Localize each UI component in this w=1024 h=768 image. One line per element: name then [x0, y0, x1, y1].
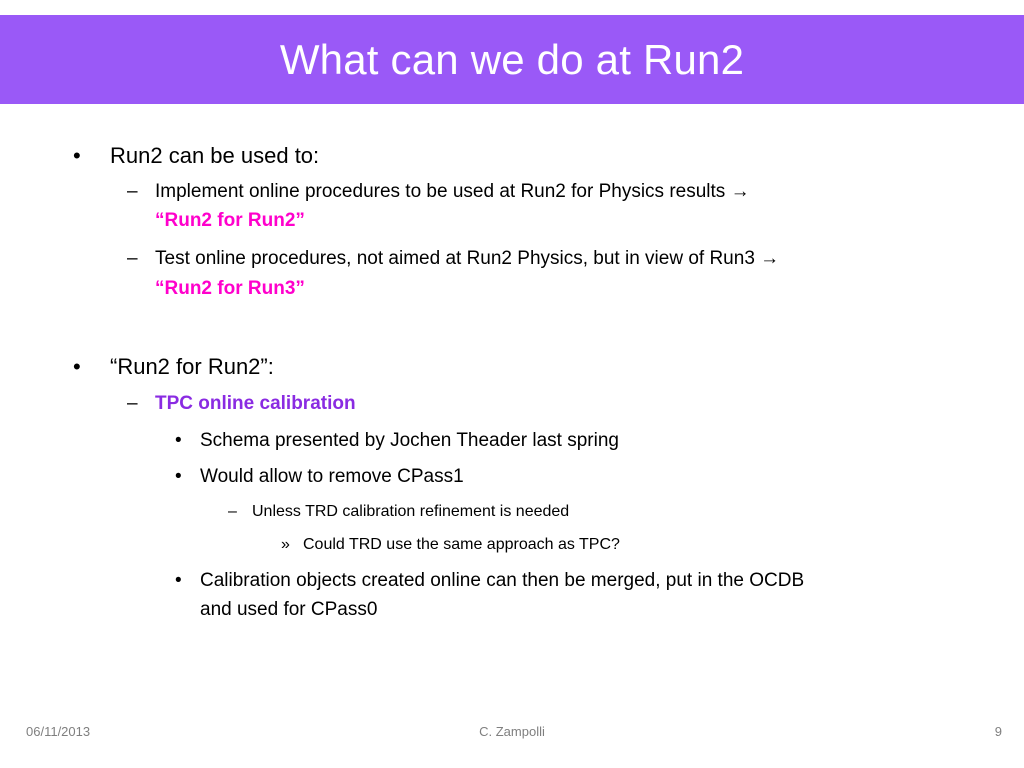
- dash-icon: –: [127, 248, 138, 269]
- arrow-right-icon: →: [730, 181, 750, 202]
- bullet-run2-for-run2: “Run2 for Run2”:: [110, 354, 274, 379]
- item-trd-approach: Could TRD use the same approach as TPC?: [303, 536, 620, 553]
- item-calibration-objects-line1: Calibration objects created online can then be merged, put in the OCDB: [200, 570, 805, 591]
- dash-icon: –: [127, 393, 138, 414]
- sub-bullet-test-text: Test online procedures, not aimed at Run2 Physics, but in view of Run3: [155, 248, 755, 269]
- footer-page-number: 9: [994, 724, 1002, 739]
- sub-bullet-implement-text: Implement online procedures to be used at Run2 for Physics results: [155, 181, 726, 202]
- item-calibration-objects-line2: and used for CPass0: [200, 599, 378, 620]
- tpc-online-calibration: TPC online calibration: [155, 393, 356, 414]
- dash-icon: –: [228, 503, 237, 520]
- footer-author: C. Zampolli: [479, 724, 545, 739]
- bullet-icon: •: [175, 430, 182, 451]
- run2-for-run3-label: “Run2 for Run3”: [155, 278, 305, 299]
- sub-bullet-test: [155, 248, 779, 270]
- run2-for-run2-label: “Run2 for Run2”: [155, 210, 305, 231]
- sub-bullet-implement: [155, 181, 750, 203]
- item-trd-refinement: Unless TRD calibration refinement is needed: [252, 503, 570, 520]
- item-schema: Schema presented by Jochen Theader last spring: [200, 430, 619, 451]
- footer-date: 06/11/2013: [26, 724, 91, 739]
- bullet-icon: •: [175, 570, 182, 591]
- dash-icon: –: [127, 181, 138, 202]
- arrow-right-icon: →: [760, 248, 780, 269]
- bullet-icon: •: [175, 466, 182, 487]
- slide-title: What can we do at Run2: [279, 35, 745, 83]
- item-remove-cpass1: Would allow to remove CPass1: [200, 466, 464, 487]
- title-bar: [0, 15, 1024, 104]
- bullet-run2-usage: Run2 can be used to:: [110, 143, 320, 168]
- bullet-icon: •: [73, 143, 81, 168]
- bullet-icon: •: [73, 354, 81, 379]
- raquo-icon: »: [281, 536, 290, 553]
